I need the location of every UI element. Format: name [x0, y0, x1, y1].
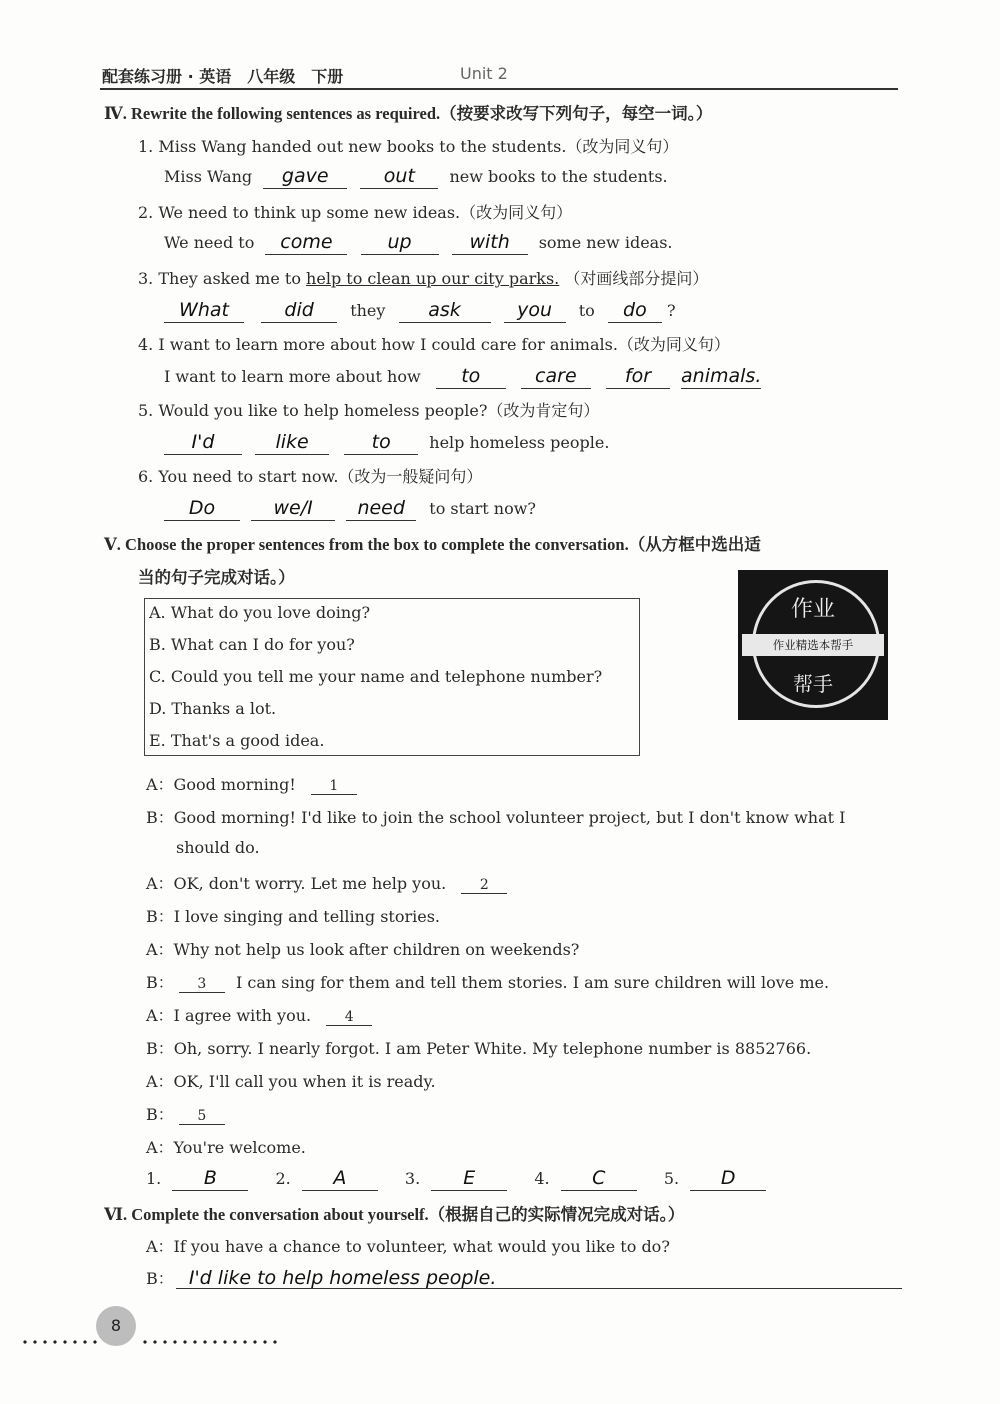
s6-answer-line [176, 1288, 902, 1289]
q4-blank-2[interactable]: care [521, 364, 591, 389]
q3-word-they: they [350, 301, 386, 320]
q4-answer-row [164, 364, 761, 389]
header-title: 配套练习册 · 英语 八年级 下册 [102, 67, 344, 86]
option-e: E. That's a good idea. [149, 731, 325, 750]
q3-blank-2[interactable]: did [261, 298, 337, 323]
section-6-title: Ⅵ. Complete the conversation about yourself.（根据自己的实际情况完成对话。） [104, 1205, 685, 1224]
section-4-title: Ⅳ. Rewrite the following sentences as required.（按要求改写下列句子，每空一词。） [104, 104, 713, 123]
q1-answer-row [164, 164, 668, 189]
q3-text [138, 266, 708, 289]
answer-label-3: 3. [404, 1169, 421, 1188]
q2-answer-row [164, 230, 673, 255]
q5-text: 5. Would you like to help homeless people?（改为肯定句） [138, 401, 600, 420]
answer-row [146, 1166, 766, 1191]
page-header [100, 64, 898, 90]
q3-blank-1[interactable]: What [164, 298, 244, 323]
answer-label-4: 4. [534, 1169, 550, 1188]
dialog-line-8: B：Oh, sorry. I nearly forgot. I am Peter White. My telephone number is 8852766. [146, 1039, 812, 1058]
dialog-line-9: A：OK, I'll call you when it is ready. [146, 1072, 436, 1091]
q6-text: 6. You need to start now.（改为一般疑问句） [138, 467, 483, 486]
q3-prefix: 3. They asked me to [138, 269, 301, 288]
dialog-line-6 [146, 970, 829, 993]
dialog-line-5: A：Why not help us look after children on weekends? [146, 940, 580, 959]
answer-blank-2[interactable]: A [302, 1166, 378, 1191]
dialog-blank-1[interactable]: 1 [311, 778, 357, 795]
dialog-line-11: A：You're welcome. [146, 1138, 306, 1157]
options-box [144, 598, 640, 756]
answer-blank-5[interactable]: D [690, 1166, 766, 1191]
option-b: B. What can I do for you? [149, 635, 355, 654]
q4-blank-1[interactable]: to [436, 364, 506, 389]
q2-blank-1[interactable]: come [265, 230, 347, 255]
q6-blank-2[interactable]: we/I [251, 496, 335, 521]
dialog-line-7 [146, 1003, 372, 1026]
option-c: C. Could you tell me your name and telephone number? [149, 667, 603, 686]
q5-answer-row [164, 430, 609, 455]
dialog-7-text: A：I agree with you. [146, 1006, 312, 1025]
dialog-line-1 [146, 772, 357, 795]
q1-text: 1. Miss Wang handed out new books to the students.（改为同义句） [138, 137, 679, 156]
dialog-3-text: A：OK, don't worry. Let me help you. [146, 874, 447, 893]
page-number: 8 [96, 1306, 136, 1346]
option-d: D. Thanks a lot. [149, 699, 277, 718]
q3-blank-3[interactable]: ask [399, 298, 491, 323]
dialog-1-text: A：Good morning! [146, 775, 296, 794]
q3-answer-row [164, 298, 676, 323]
q4-blank-4[interactable]: animals. [681, 365, 762, 387]
dialog-line-2b: should do. [176, 838, 260, 857]
dialog-line-2: B：Good morning! I'd like to join the school volunteer project, but I don't know what I [146, 808, 846, 827]
q2-blank-2[interactable]: up [361, 230, 439, 255]
q4-blank-3[interactable]: for [606, 364, 670, 389]
answer-blank-3[interactable]: E [431, 1166, 507, 1191]
dialog-line-10 [146, 1102, 225, 1125]
q3-underlined: help to clean up our city parks. [306, 269, 560, 288]
q3-blank-5[interactable]: do [608, 298, 662, 323]
q3-word-to: to [578, 301, 595, 320]
q5-blank-3[interactable]: to [344, 430, 418, 455]
q3-instruction: （对画线部分提问） [564, 269, 709, 288]
dialog-10-speaker: B： [146, 1105, 174, 1124]
q2-blank-3[interactable]: with [452, 230, 528, 255]
s6-speaker: B： [146, 1269, 174, 1288]
dialog-6-text: I can sing for them and tell them stories. I am sure children will love me. [235, 973, 830, 992]
q3-qmark: ? [666, 301, 676, 320]
q5-blank-2[interactable]: like [255, 430, 329, 455]
watermark-stamp [738, 570, 888, 720]
stamp-top-text: 作业 [790, 597, 835, 622]
footer-dots-left [20, 1340, 100, 1344]
answer-label-2: 2. [275, 1169, 291, 1188]
q6-suffix: to start now? [429, 499, 536, 518]
q1-blank-2[interactable]: out [360, 164, 438, 189]
dialog-6-speaker: B： [146, 973, 174, 992]
q1-prefix: Miss Wang [164, 167, 253, 186]
s6-question: A：If you have a chance to volunteer, what would you like to do? [146, 1237, 670, 1256]
q6-blank-1[interactable]: Do [164, 496, 240, 521]
q5-suffix: help homeless people. [429, 433, 610, 452]
section-5-title: Ⅴ. Choose the proper sentences from the box to complete the conversation.（从方框中选出适 [104, 535, 761, 554]
s6-answer-row [146, 1266, 609, 1290]
section-5-title-cont: 当的句子完成对话。） [138, 568, 295, 587]
q6-answer-row [164, 496, 536, 521]
q4-prefix: I want to learn more about how [164, 367, 421, 386]
option-a: A. What do you love doing? [149, 603, 371, 622]
stamp-band-text: 作业精选本帮手 [742, 634, 884, 656]
answer-blank-1[interactable]: B [172, 1166, 248, 1191]
q1-blank-1[interactable]: gave [263, 164, 347, 189]
dialog-blank-5[interactable]: 5 [179, 1108, 225, 1125]
dialog-blank-3[interactable]: 3 [179, 976, 225, 993]
q2-suffix: some new ideas. [538, 233, 673, 252]
s6-answer[interactable]: I'd like to help homeless people. [188, 1267, 497, 1289]
q3-blank-4[interactable]: you [504, 298, 566, 323]
answer-label-5: 5. [663, 1169, 680, 1188]
dialog-blank-4[interactable]: 4 [326, 1009, 372, 1026]
q4-text: 4. I want to learn more about how I could care for animals.（改为同义句） [138, 335, 730, 354]
header-unit: Unit 2 [460, 64, 508, 83]
q1-suffix: new books to the students. [449, 167, 668, 186]
q5-blank-1[interactable]: I'd [164, 430, 242, 455]
dialog-blank-2[interactable]: 2 [461, 877, 507, 894]
answer-blank-4[interactable]: C [561, 1166, 637, 1191]
answer-label-1: 1. [146, 1169, 162, 1188]
stamp-bottom-text: 帮手 [793, 672, 833, 696]
footer-dots-right [140, 1340, 280, 1344]
q2-prefix: We need to [164, 233, 255, 252]
dialog-line-4: B：I love singing and telling stories. [146, 907, 440, 926]
dialog-line-3 [146, 871, 507, 894]
q2-text: 2. We need to think up some new ideas.（改为同义句） [138, 203, 573, 222]
q6-blank-3[interactable]: need [346, 496, 416, 521]
